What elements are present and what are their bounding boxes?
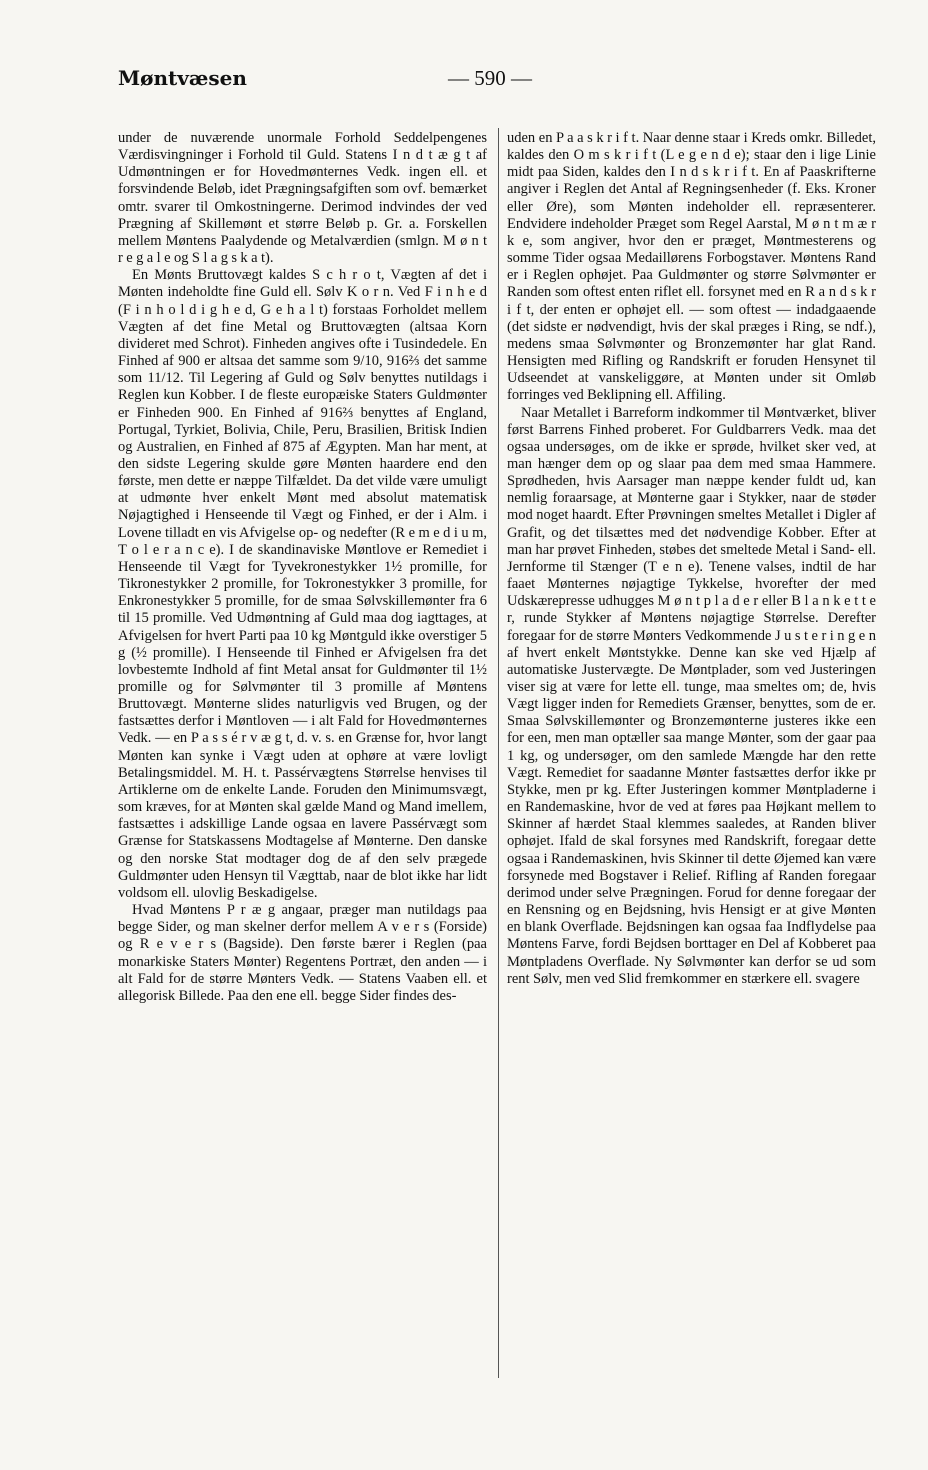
paragraph: Naar Metallet i Barreform indkommer til Møntværket, bliver først Barrens Finhed proberet. For Guldbarrers Vedk. maa det ogsaa undersøges, om de ikke er sprøde, hvilket sker ved, at man hænger dem op og slaar paa dem med smaa Hammere. Sprødheden, hvis Aarsager man næppe kender fuldt ud, kan nemlig foraarsage, at Mønterne gaar i Stykker, naar de støder mod noget haardt. Efter Prøvningen smeltes Metallet i Digler af Grafit, og det tilsættes med det nødvendige Kobber. Efter at man har prøvet Finheden, støbes det smeltede Metal i Sand- ell. Jernforme til Stænger (T e n e). Tenene valses, indtil de har faaet Mønternes nøjagtige Tykkelse, hvorefter der med Udskærepresse udhugges M ø n t p l a d e r eller B l a n k e t t e r, runde Stykker af Møntens nøjagtige Størrelse. Derefter foregaar for de større Mønters Vedkommende J u s t e r i n g e n af hvert enkelt Møntstykke. Denne kan ske ved Hjælp af automatiske Justervægte. De Møntplader, som ved Justeringen viser sig at være for lette ell. tunge, maa smeltes om; de, hvis Vægt ligger inden for Remediets Grænser, benyttes, som de er. Smaa Sølvskillemønter og Bronzemønterne justeres ikke een for een, men man optæller saa mange Mønter, som der gaar paa 1 kg, og undersøger, om den samlede Mængde har den rette Vægt. Remediet for saadanne Mønter fastsættes derfor ikke pr Stykke, men pr kg. Efter Justeringen kommer Møntpladerne i en Randemaskine, hvor de ved at føres paa Højkant mellem to Skinner af hærdet Staal klemmes saaledes, at Randen bliver ophøjet. Ifald de skal forsynes med Randskrift, foregaar dette ogsaa i Randemaskinen, hvis Skinner til dette Øjemed kan være forsynede med Bogstaver i Relief. Rifling af Randen foregaar derimod under selve Prægningen. Forud for denne foregaar der en Rensning og en Bejdsning, hvis Hensigt er at give Mønten en blank Overflade. Bejdsningen kan ogsaa faa Indflydelse paa Møntens Farve, fordi Bejdsen borttager en Del af Kobberet paa Møntpladens Overflade. Ny Sølvmønter kan derfor se ud som rent Sølv, men ved Slid fremkommer en stærkere ell. svagere bbox=[507, 404, 876, 987]
column-divider bbox=[498, 128, 499, 1378]
paragraph: uden en P a a s k r i f t. Naar denne staar i Kreds omkr. Billedet, kaldes den O m s k r i f t (L e g e n d e); staar den i lige Linie midt paa Siden, kaldes den I n d s k r i f t. En af Paaskrifterne angiver i Reglen det Antal af Regningsenheder (f. Eks. Kroner eller Øre), som Mønten indeholder ell. repræsenterer. Endvidere indeholder Præget som Regel Aarstal, M ø n t m æ r k e, som angiver, hvor den er præget, Møntmesterens og somme Tider ogsaa Medaillørens Forbogstaver. Møntens Rand er i Reglen ophøjet. Paa Guldmønter og større Sølvmønter er Randen som oftest enten riflet ell. forsynet med en R a n d s k r i f t, der enten er ophøjet ell. — som oftest — indadgaaende (det sidste er nødvendigt, hvis der skal præges i Ring, se ndf.), medens smaa Sølvmønter og Bronzemønter har glat Rand. Hensigten med Rifling og Randskrift er foruden Hensynet til Udseendet at vanskeliggøre, at Mønten under sit Omløb forringes ved Beklipning ell. Affiling. bbox=[507, 130, 876, 404]
paragraph: Hvad Møntens P r æ g angaar, præger man nutildags paa begge Sider, og man skelner derfor mellem A v e r s (Forside) og R e v e r s (Bagside). Den første bærer i Reglen (paa monarkiske Staters Mønter) Regentens Portræt, den anden — i alt Fald for de større Mønters Vedk. — Statens Vaaben ell. et allegorisk Billede. Paa den ene ell. begge Sider findes des- bbox=[118, 902, 487, 1004]
right-column bbox=[507, 130, 876, 988]
paragraph: En Mønts Bruttovægt kaldes S c h r o t, Vægten af det i Mønten indeholdte fine Guld ell. Sølv K o r n. Ved F i n h e d (F i n h o l d i g h e d, G e h a l t) forstaas Forholdet mellem Vægten af det fine Metal og Bruttovægten (altsaa Korn divideret med Schrot). Finheden angives ofte i Tusindedele. En Finhed af 900 er altsaa det samme som 9/10, 916⅔ det samme som 11/12. Til Legering af Guld og Sølv benyttes nutildags i Reglen kun Kobber. I de fleste europæiske Staters Guldmønter er Finheden 900. En Finhed af 916⅔ benyttes af England, Portugal, Tyrkiet, Bolivia, Chile, Peru, Brasilien, Britisk Indien og Australien, en Finhed af 875 af Ægypten. Man har ment, at den sidste Legering skulde gøre Mønten haardere end den første, men dette er næppe Tilfældet. Da det vilde være umuligt at udmønte hver enkelt Mønt med absolut matematisk Nøjagtighed i Henseende til Vægt og Finhed, er der i Alm. i Lovene tilladt en vis Afvigelse op- og nedefter (R e m e d i u m, T o l e r a n c e). I de skandinaviske Møntlove er Remediet i Henseende til Vægt for Tyvekronestykker 1½ promille, for Tikronestykker 2 promille, for Tokronestykker 3 promille, for Enkronestykker 5 promille, for de smaa Sølvskillemønter fra 6 til 15 promille. Ved Udmøntning af Guld maa dog iagttages, at Afvigelsen for hvert Parti paa 10 kg Møntguld ikke overstiger 5 g (½ promille). I Henseende til Finhed er Afvigelsen fra det lovbestemte Indhold af fint Metal ansat for Guldmønter til 1½ promille og for Sølvmønter til 3 promille af Møntens Bruttovægt. Mønterne slides naturligvis ved Brugen, og der fastsættes derfor i Møntloven — i alt Fald for Hovedmønternes Vedk. — en P a s s é r v æ g t, d. v. s. en Grænse for, hvor langt Mønten kan synke i Vægt uden at ophøre at være lovligt Betalingsmiddel. M. H. t. Passérvægtens Størrelse henvises til Artiklerne om de enkelte Lande. Foruden den Minimumsvægt, som kræves, for at Mønten skal gælde Mand og Mand imellem, fastsættes i adskillige Lande ogsaa en lavere Passérvægt som Grænse for Statskassens Modtagelse af Mønterne. Den danske og den norske Stat modtager dog de af den selv prægede Guldmønter uden Hensyn til Vægttab, naar de blot ikke har lidt voldsom ell. ulovlig Beskadigelse. bbox=[118, 267, 487, 901]
section-title: Møntvæsen bbox=[118, 66, 247, 90]
page-number: — 590 — bbox=[448, 66, 532, 90]
running-header bbox=[118, 66, 878, 106]
left-column bbox=[118, 130, 487, 1005]
paragraph: under de nuværende unormale Forhold Seddelpengenes Værdisvingninger i Forhold til Guld. Statens I n d t æ g t af Udmøntningen er for Hovedmønternes Vedk. ingen ell. et forsvindende Beløb, idet Prægningsafgiften som ovf. bemærket omtr. svarer til Omkostningerne. Derimod indvindes der ved Prægning af Skillemønt et større Beløb p. Gr. a. Forskellen mellem Møntens Paalydende og Metalværdien (smlgn. M ø n t r e g a l e og S l a g s k a t). bbox=[118, 130, 487, 267]
